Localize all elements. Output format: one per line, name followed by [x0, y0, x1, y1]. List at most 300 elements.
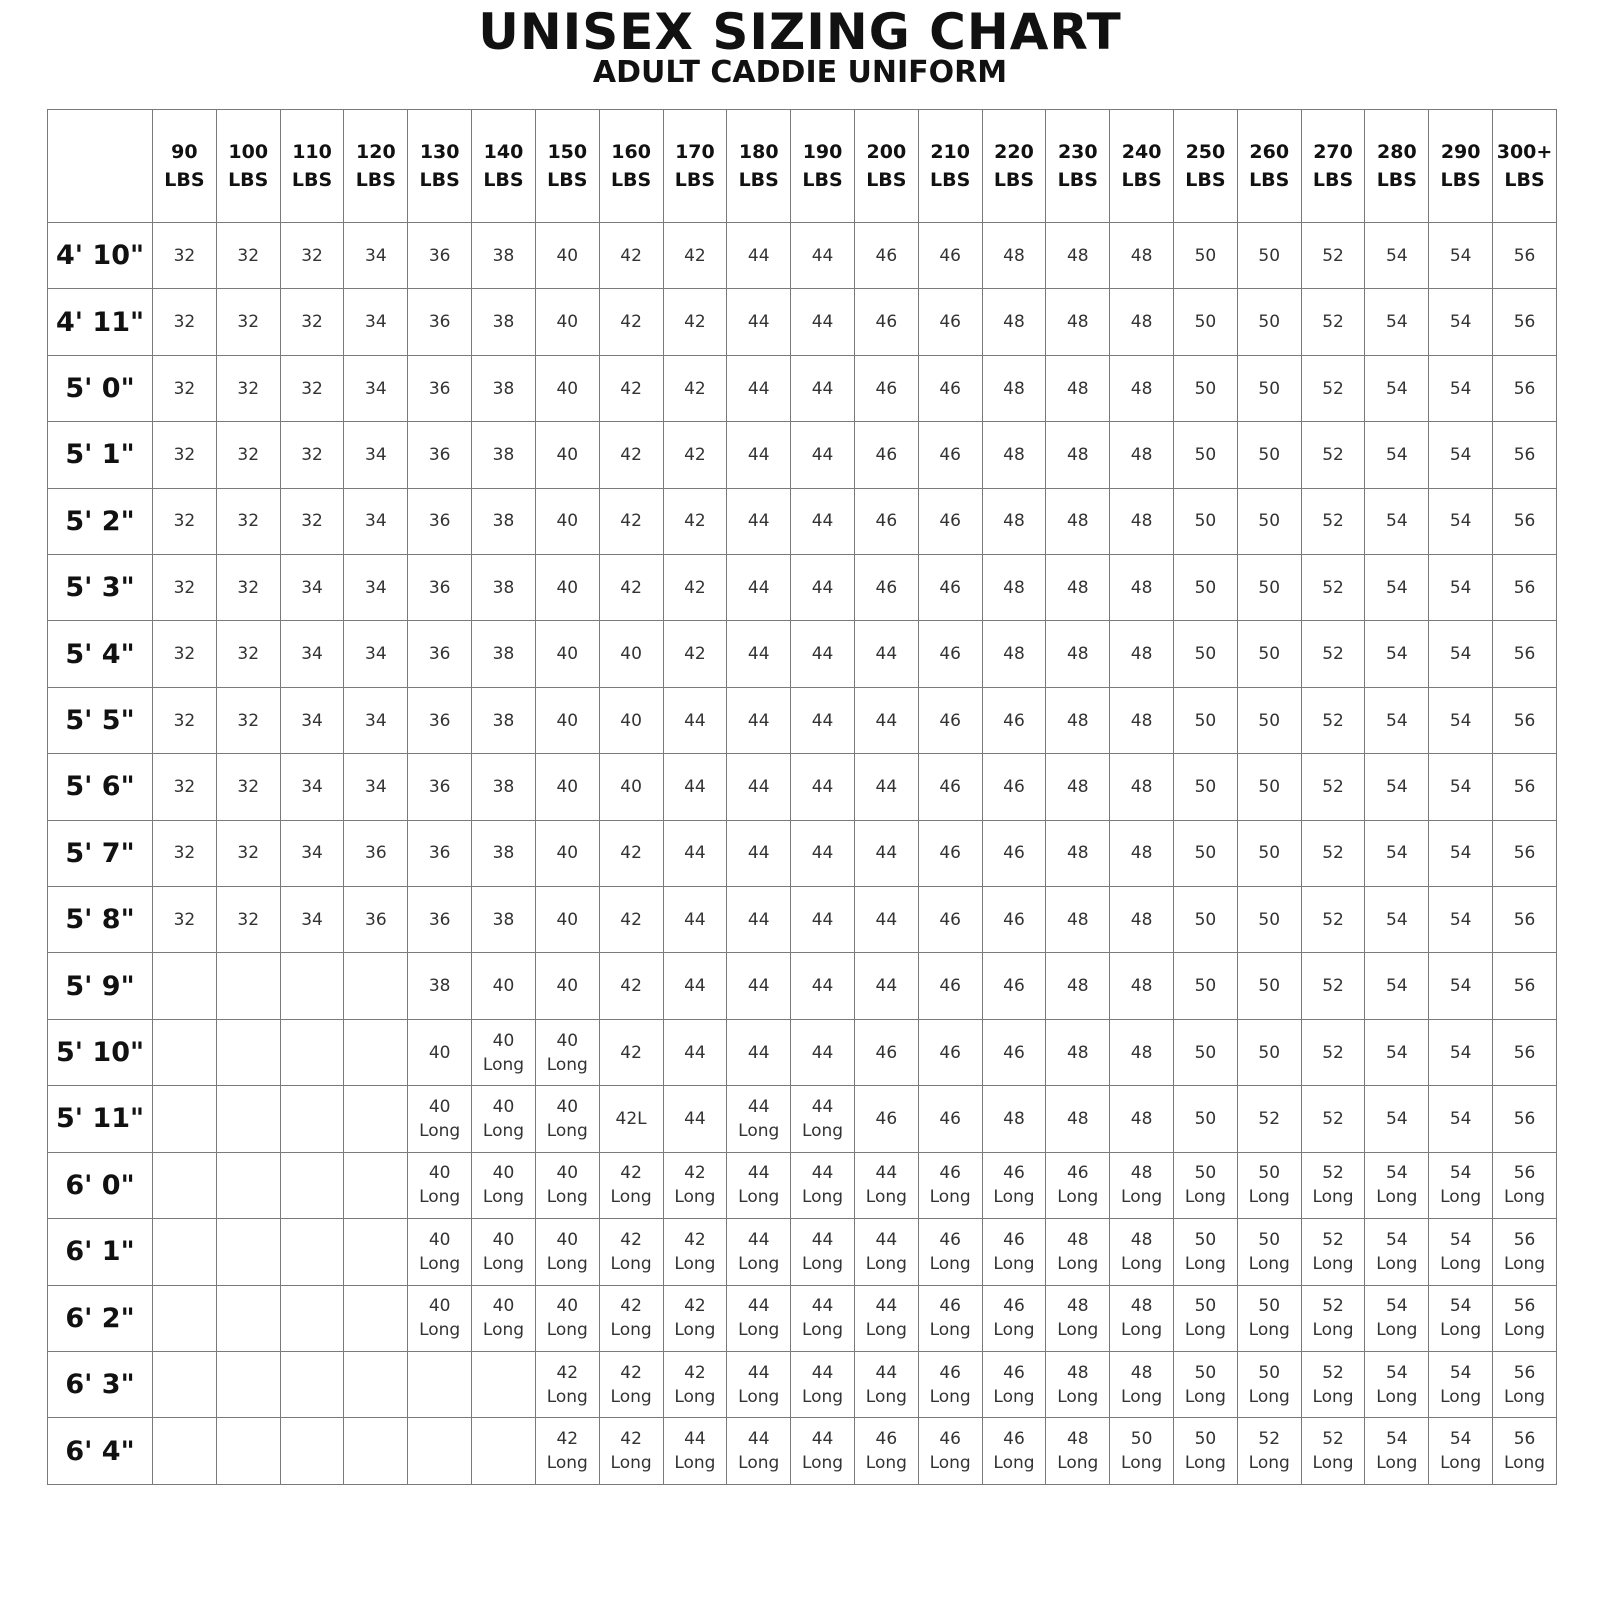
size-cell — [982, 1351, 1046, 1417]
size-cell: 38 — [472, 488, 536, 554]
size-number: 50 — [1194, 1229, 1217, 1250]
size-long-label: Long — [1121, 1253, 1163, 1274]
size-cell: 44 — [663, 887, 727, 953]
size-cell: 50 — [1237, 355, 1301, 421]
size-cell — [599, 1285, 663, 1351]
size-cell — [663, 1418, 727, 1485]
size-cell: 40 — [535, 223, 599, 289]
size-cell — [727, 1418, 791, 1485]
size-cell — [535, 1086, 599, 1152]
size-cell: 50 — [1174, 953, 1238, 1019]
size-number: 48 — [1066, 1362, 1089, 1383]
size-long-label: Long — [419, 1187, 461, 1208]
size-cell — [472, 1019, 536, 1085]
chart-subtitle: ADULT CADDIE UNIFORM — [592, 55, 1008, 90]
size-cell — [1365, 1285, 1429, 1351]
size-number: 44 — [875, 1296, 898, 1317]
size-long-label: Long — [738, 1187, 780, 1208]
size-number: 52 — [1322, 1296, 1344, 1317]
size-cell — [918, 1219, 982, 1285]
weight-unit: LBS — [1249, 169, 1290, 191]
size-long-label: Long — [1440, 1187, 1482, 1208]
size-cell: 36 — [408, 621, 472, 687]
size-cell: 34 — [344, 223, 408, 289]
size-cell: 46 — [918, 422, 982, 488]
size-cell: 46 — [854, 1019, 918, 1085]
weight-header — [1429, 110, 1493, 223]
weight-unit: LBS — [674, 169, 716, 191]
size-cell: 54 — [1365, 355, 1429, 421]
size-number: 52 — [1322, 1362, 1344, 1383]
size-cell: 40 — [535, 422, 599, 488]
size-cell — [1174, 1152, 1238, 1218]
size-number: 44 — [747, 1362, 770, 1383]
weight-header — [727, 110, 791, 223]
size-number: 44 — [875, 1362, 898, 1383]
size-cell: 46 — [918, 1019, 982, 1085]
size-long-label: Long — [1376, 1453, 1418, 1474]
size-cell: 46 — [854, 488, 918, 554]
size-cell: 38 — [472, 355, 536, 421]
weight-unit: LBS — [419, 169, 460, 191]
size-long-label: Long — [738, 1453, 780, 1474]
size-cell: 32 — [216, 555, 280, 621]
size-cell: 54 — [1429, 422, 1493, 488]
size-number: 50 — [1258, 1163, 1281, 1184]
size-cell: 44 — [854, 754, 918, 820]
size-cell: 46 — [854, 422, 918, 488]
size-cell: 38 — [472, 223, 536, 289]
weight-value: 150 — [547, 141, 588, 163]
size-cell: 40 — [535, 355, 599, 421]
size-cell: 32 — [153, 555, 217, 621]
size-cell — [1429, 1152, 1493, 1218]
size-cell: 42 — [599, 422, 663, 488]
size-cell — [1046, 1418, 1110, 1485]
size-number: 40 — [492, 1163, 515, 1184]
size-cell: 42 — [599, 1019, 663, 1085]
size-cell: 36 — [408, 555, 472, 621]
size-cell: 40 — [535, 555, 599, 621]
size-cell: 54 — [1429, 223, 1493, 289]
size-cell — [663, 1351, 727, 1417]
size-cell: 46 — [854, 1086, 918, 1152]
size-cell: 44 — [791, 687, 855, 753]
size-cell: 34 — [344, 488, 408, 554]
size-number: 46 — [939, 1163, 961, 1184]
size-cell — [1237, 1152, 1301, 1218]
size-number: 50 — [1194, 1362, 1217, 1383]
size-long-label: Long — [674, 1187, 716, 1208]
size-cell — [535, 1285, 599, 1351]
empty-cell — [216, 1086, 280, 1152]
size-cell: 44 — [663, 820, 727, 886]
empty-cell — [216, 1418, 280, 1485]
size-cell: 50 — [1237, 820, 1301, 886]
empty-cell — [344, 1219, 408, 1285]
weight-value: 240 — [1121, 141, 1162, 163]
size-cell: 36 — [408, 687, 472, 753]
table-body — [48, 223, 1557, 1485]
size-number: 44 — [747, 1163, 770, 1184]
empty-cell — [153, 1418, 217, 1485]
size-long-label: Long — [1376, 1187, 1418, 1208]
size-cell: 54 — [1365, 953, 1429, 1019]
size-cell — [982, 1219, 1046, 1285]
size-cell: 40 — [535, 754, 599, 820]
size-cell: 50 — [1237, 887, 1301, 953]
height-label: 6' 2" — [48, 1285, 153, 1351]
size-cell: 44 — [854, 887, 918, 953]
size-cell: 52 — [1301, 488, 1365, 554]
size-cell — [1046, 1351, 1110, 1417]
size-cell: 44 — [663, 1019, 727, 1085]
weight-value: 300+ — [1496, 141, 1553, 163]
size-cell: 50 — [1237, 1019, 1301, 1085]
size-cell: 44 — [791, 887, 855, 953]
size-cell — [854, 1219, 918, 1285]
empty-cell — [216, 1285, 280, 1351]
size-cell — [1493, 1418, 1557, 1485]
empty-cell — [280, 1086, 344, 1152]
size-long-label: Long — [1440, 1320, 1482, 1341]
size-long-label: Long — [993, 1187, 1035, 1208]
size-cell: 50 — [1174, 488, 1238, 554]
size-cell: 42 — [663, 488, 727, 554]
size-number: 48 — [1130, 1229, 1153, 1250]
weight-value: 200 — [866, 141, 907, 163]
size-number: 46 — [1066, 1163, 1089, 1184]
size-long-label: Long — [610, 1253, 652, 1274]
size-cell: 48 — [1110, 488, 1174, 554]
size-cell: 34 — [280, 555, 344, 621]
size-cell: 46 — [918, 887, 982, 953]
size-long-label: Long — [419, 1320, 461, 1341]
size-cell: 52 — [1301, 687, 1365, 753]
size-cell: 44 — [791, 355, 855, 421]
weight-header — [472, 110, 536, 223]
height-label: 5' 10" — [48, 1019, 153, 1085]
size-long-label: Long — [1184, 1187, 1226, 1208]
size-cell: 50 — [1237, 687, 1301, 753]
size-cell — [1237, 1285, 1301, 1351]
size-cell: 48 — [1110, 223, 1174, 289]
size-number: 44 — [811, 1429, 834, 1450]
size-cell — [1493, 1219, 1557, 1285]
size-cell: 32 — [153, 422, 217, 488]
height-label: 5' 3" — [48, 555, 153, 621]
weight-unit: LBS — [802, 169, 843, 191]
size-cell: 48 — [1046, 355, 1110, 421]
size-cell: 46 — [982, 953, 1046, 1019]
size-cell: 46 — [918, 488, 982, 554]
chart-title: UNISEX SIZING CHART — [478, 3, 1122, 61]
size-cell: 32 — [216, 621, 280, 687]
weight-unit: LBS — [993, 169, 1035, 191]
size-cell — [982, 1285, 1046, 1351]
size-long-label: Long — [1312, 1320, 1354, 1341]
size-long-label: Long — [610, 1453, 652, 1474]
size-cell — [1237, 1219, 1301, 1285]
weight-value: 250 — [1185, 141, 1226, 163]
size-cell — [1046, 1152, 1110, 1218]
empty-cell — [216, 1152, 280, 1218]
size-cell: 44 — [663, 754, 727, 820]
size-cell: 34 — [344, 422, 408, 488]
size-number: 50 — [1130, 1429, 1153, 1450]
empty-cell — [280, 1219, 344, 1285]
size-cell — [408, 1285, 472, 1351]
size-long-label: Long — [801, 1253, 844, 1274]
height-label: 5' 6" — [48, 754, 153, 820]
size-cell: 32 — [216, 820, 280, 886]
size-cell: 56 — [1493, 820, 1557, 886]
size-cell: 44 — [727, 687, 791, 753]
size-cell: 48 — [1110, 754, 1174, 820]
size-long-label: Long — [1312, 1453, 1354, 1474]
size-long-label: Long — [482, 1120, 525, 1141]
weight-value: 210 — [930, 141, 970, 163]
size-long-label: Long — [929, 1453, 971, 1474]
size-cell: 56 — [1493, 687, 1557, 753]
size-cell: 52 — [1301, 621, 1365, 687]
empty-cell — [280, 1019, 344, 1085]
size-cell — [791, 1086, 855, 1152]
size-long-label: Long — [993, 1453, 1035, 1474]
size-number: 40 — [492, 1229, 515, 1250]
size-cell: 54 — [1429, 488, 1493, 554]
size-cell: 48 — [982, 223, 1046, 289]
size-cell — [663, 1219, 727, 1285]
size-long-label: Long — [546, 1453, 588, 1474]
size-cell: 34 — [280, 887, 344, 953]
size-number: 48 — [1066, 1429, 1089, 1450]
size-number: 54 — [1449, 1296, 1472, 1317]
size-cell: 44 — [791, 555, 855, 621]
size-cell — [1301, 1285, 1365, 1351]
size-cell: 40 — [472, 953, 536, 1019]
size-cell: 42 — [599, 223, 663, 289]
weight-value: 130 — [419, 141, 460, 163]
size-number: 44 — [875, 1163, 898, 1184]
size-cell: 50 — [1174, 355, 1238, 421]
size-number: 50 — [1194, 1163, 1217, 1184]
size-long-label: Long — [1184, 1453, 1226, 1474]
size-number: 46 — [1003, 1229, 1025, 1250]
table-row — [48, 621, 1557, 687]
size-number: 56 — [1513, 1163, 1536, 1184]
size-number: 44 — [811, 1362, 834, 1383]
empty-cell — [153, 1019, 217, 1085]
size-cell: 48 — [1110, 1019, 1174, 1085]
weight-unit: LBS — [1440, 169, 1481, 191]
weight-header-row — [48, 110, 1557, 223]
size-long-label: Long — [993, 1253, 1035, 1274]
size-cell: 32 — [280, 488, 344, 554]
size-cell — [1174, 1418, 1238, 1485]
size-cell — [408, 1086, 472, 1152]
size-long-label: Long — [482, 1054, 525, 1075]
size-cell — [472, 1219, 536, 1285]
table-row — [48, 1285, 1557, 1351]
size-cell: 50 — [1237, 422, 1301, 488]
size-cell — [1493, 1285, 1557, 1351]
size-number: 54 — [1449, 1163, 1472, 1184]
size-cell: 34 — [344, 355, 408, 421]
size-number: 42 — [620, 1163, 642, 1184]
size-cell: 34 — [280, 820, 344, 886]
table-row — [48, 1219, 1557, 1285]
size-cell — [1046, 1219, 1110, 1285]
size-cell — [791, 1219, 855, 1285]
size-cell: 50 — [1237, 488, 1301, 554]
size-cell: 40 — [535, 621, 599, 687]
size-cell: 32 — [280, 422, 344, 488]
size-cell: 54 — [1365, 1019, 1429, 1085]
size-cell: 44 — [854, 687, 918, 753]
size-long-label: Long — [801, 1320, 844, 1341]
size-cell: 32 — [216, 887, 280, 953]
table-row — [48, 820, 1557, 886]
size-long-label: Long — [674, 1253, 716, 1274]
empty-cell — [280, 953, 344, 1019]
size-cell: 40 — [599, 687, 663, 753]
weight-unit: LBS — [738, 169, 779, 191]
size-cell: 32 — [280, 355, 344, 421]
size-cell: 56 — [1493, 1019, 1557, 1085]
size-long-label: Long — [674, 1320, 716, 1341]
size-number: 50 — [1194, 1429, 1217, 1450]
size-cell: 50 — [1237, 621, 1301, 687]
size-cell: 40 — [408, 1019, 472, 1085]
size-cell: 48 — [1110, 820, 1174, 886]
size-long-label: Long — [482, 1187, 525, 1208]
size-cell: 32 — [153, 488, 217, 554]
size-cell: 44 — [791, 488, 855, 554]
size-number: 48 — [1130, 1163, 1153, 1184]
size-cell: 44 — [727, 1019, 791, 1085]
size-cell: 32 — [280, 289, 344, 355]
size-cell: 48 — [982, 355, 1046, 421]
size-long-label: Long — [1057, 1253, 1099, 1274]
size-number: 48 — [1066, 1229, 1089, 1250]
size-number: 42 — [620, 1229, 642, 1250]
size-cell: 50 — [1174, 1019, 1238, 1085]
size-cell: 56 — [1493, 1086, 1557, 1152]
size-long-label: Long — [1184, 1253, 1226, 1274]
empty-cell — [216, 1219, 280, 1285]
size-cell: 46 — [918, 355, 982, 421]
size-number: 46 — [1003, 1163, 1025, 1184]
size-number: 40 — [428, 1229, 451, 1250]
size-number: 40 — [492, 1096, 515, 1117]
size-long-label: Long — [1440, 1253, 1482, 1274]
weight-unit: LBS — [610, 169, 652, 191]
size-long-label: Long — [1248, 1253, 1290, 1274]
size-cell: 32 — [153, 621, 217, 687]
size-cell — [1237, 1351, 1301, 1417]
size-long-label: Long — [929, 1253, 971, 1274]
weight-header — [663, 110, 727, 223]
size-cell — [1493, 1351, 1557, 1417]
size-cell — [1301, 1351, 1365, 1417]
size-cell: 36 — [408, 754, 472, 820]
weight-header — [344, 110, 408, 223]
size-cell: 32 — [153, 355, 217, 421]
height-label: 4' 11" — [48, 289, 153, 355]
size-cell: 36 — [408, 488, 472, 554]
weight-unit: LBS — [483, 169, 524, 191]
size-number: 42 — [620, 1429, 642, 1450]
size-cell: 50 — [1237, 555, 1301, 621]
size-cell: 46 — [854, 555, 918, 621]
size-long-label: Long — [865, 1320, 907, 1341]
size-long-label: Long — [1503, 1187, 1546, 1208]
size-cell: 44 — [791, 1019, 855, 1085]
empty-cell — [153, 1285, 217, 1351]
size-long-label: Long — [610, 1386, 652, 1407]
size-long-label: Long — [865, 1253, 907, 1274]
table-row — [48, 1086, 1557, 1152]
table-row — [48, 555, 1557, 621]
size-cell: 48 — [1110, 687, 1174, 753]
size-number: 40 — [556, 1296, 579, 1317]
size-cell: 52 — [1301, 223, 1365, 289]
size-long-label: Long — [1121, 1320, 1163, 1341]
size-cell — [727, 1152, 791, 1218]
weight-value: 270 — [1313, 141, 1353, 163]
size-number: 44 — [747, 1429, 770, 1450]
size-cell: 42 — [599, 953, 663, 1019]
weight-value: 190 — [802, 141, 843, 163]
size-cell: 40 — [535, 887, 599, 953]
size-cell: 42L — [599, 1086, 663, 1152]
size-cell: 44 — [727, 820, 791, 886]
size-cell — [1365, 1418, 1429, 1485]
size-long-label: Long — [738, 1120, 780, 1141]
size-cell: 42 — [599, 289, 663, 355]
size-cell: 44 — [663, 687, 727, 753]
size-long-label: Long — [801, 1187, 844, 1208]
size-number: 54 — [1386, 1163, 1408, 1184]
size-cell — [408, 1152, 472, 1218]
weight-header — [1237, 110, 1301, 223]
size-cell: 32 — [216, 289, 280, 355]
weight-value: 90 — [171, 141, 198, 163]
size-cell: 50 — [1174, 687, 1238, 753]
weight-value: 260 — [1249, 141, 1290, 163]
size-number: 54 — [1386, 1362, 1408, 1383]
size-long-label: Long — [738, 1320, 780, 1341]
empty-cell — [408, 1418, 472, 1485]
size-cell: 44 — [727, 422, 791, 488]
size-cell: 46 — [982, 754, 1046, 820]
size-cell — [727, 1351, 791, 1417]
size-cell: 44 — [727, 355, 791, 421]
size-cell — [472, 1086, 536, 1152]
size-cell: 44 — [727, 754, 791, 820]
size-cell — [727, 1219, 791, 1285]
size-cell: 44 — [854, 621, 918, 687]
weight-header — [1174, 110, 1238, 223]
table-row — [48, 754, 1557, 820]
weight-value: 170 — [675, 141, 715, 163]
size-cell — [1365, 1351, 1429, 1417]
size-cell — [408, 1219, 472, 1285]
empty-cell — [280, 1285, 344, 1351]
size-cell: 36 — [408, 289, 472, 355]
size-long-label: Long — [801, 1120, 844, 1141]
